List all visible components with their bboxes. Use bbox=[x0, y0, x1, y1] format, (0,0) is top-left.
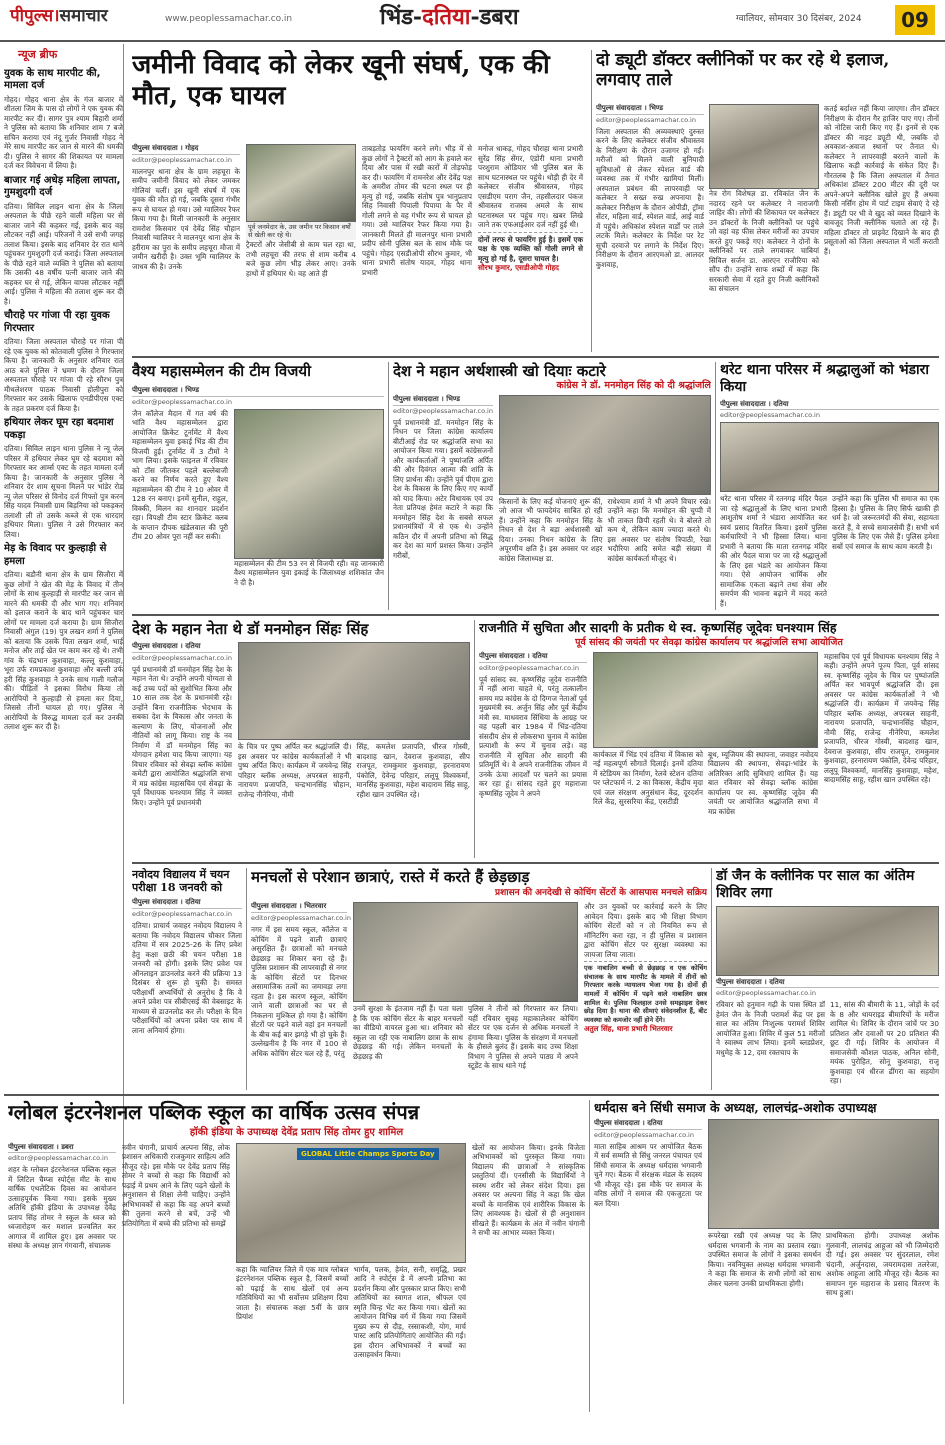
page-title bbox=[380, 4, 519, 32]
story-body: मनोज धाकड़, गोहद चौराहा थाना प्रभारी सुरेंद्र सिंह सेंगर, एंडोरी थाना प्रभारी परशुराम ओडियार भी पुलिस बल के साथ घटनास्थल पर पहुंचे। थोड़ी ही देर में कलेक्टर संजीव श्रीवास्तव, गोहद एसडीएम पराग जैन, तहसीलदार पंकज श्रीवास्तव राजस्व अमले के साथ घटनास्थल पर पहुंच गए। खबर लिखे जाने तक एफआईआर दर्ज नहीं हुई थी। bbox=[478, 144, 583, 229]
story-body: कतई बर्दाश्त नहीं किया जाएगा। तीन डॉक्टर निरीक्षण के दौरान गैर हाजिर पाए गए। तीनों को नोटिस जारी किए गए हैं। इनमें से एक डॉक्टर की नाइट ड्यूटी थी, जबकि दो अवकाश-अवाज स्थानों पर तैनात थे। कलेक्टर ने लापरवाही बरतने वालों के खिलाफ कड़ी कार्रवाई के संकेत दिए हैं। गौरतलब है कि जिला अस्पताल में तैनात अधिकांश डॉक्टर 200 मीटर की दूरी पर अपने-अपने क्लीनिक खोले हुए हैं अथवा किसी नर्सिंग होम में पार्ट टाइम सेवाएं दे रहे हैं। ड्यूटी पर भी वे खुद को व्यस्त दिखाने के बावजूद निजी क्लीनिक चलाते आ रहे हैं। महिला डॉक्टर तो प्राइवेट दिखाने के बाद ही प्रसूताओं को जिला अस्पताल में भर्ती कराती हैं। bbox=[824, 104, 939, 256]
page-title-dabra: -डबरा bbox=[470, 4, 519, 30]
story-sindhi-samaj bbox=[594, 1100, 939, 1412]
story-subheadline: कांग्रेस ने डॉ. मनमोहन सिंह को दी श्रद्धांजलि bbox=[556, 380, 711, 391]
story-headline: देश ने महान अर्थशास्त्री खो दियाः कटारे bbox=[393, 362, 606, 380]
story-photo bbox=[720, 422, 939, 492]
story-body: भार्गव, पलक, हेमंत, सनी, समृद्धि, प्रखर आदि ने स्पोर्ट्स डे में अपनी प्रतिभा का प्रदर्शन किया और पुरस्कार प्राप्त किए। सभी अतिथियों का स्वागत शाल, श्रीफल एवं स्मृति चिन्ह भेंट कर किया गया। खेलों का आयोजन विभिन्न वर्ग में किया गया जिसमें मुख्य रूप से दौड़, रस्साकशी, योग, मार्च पास्ट आदि प्रतियोगिताएं आयोजित की गईं। इस दौरान अभिभावकों ने बच्चों का उत्साहवर्धन किया। bbox=[353, 1264, 466, 1359]
quote-author: अतुल सिंह, थाना प्रभारी भितरवार bbox=[584, 1024, 673, 1034]
story-body: रविवार को हनुमान गढ़ी के पास स्थित डॉ हेमंत जैन के निजी परामर्श केंद्र पर इस साल का अंतिम निःशुल्क परामर्श शिविर आयोजित हुआ। शिविर में कुल 51 मरीजों ने स्वास्थ्य लाभ लिया। इनमें ब्लडप्रेशर, मधुमेह के 12, दमा रक्तचाप के bbox=[716, 1000, 825, 1057]
story-navodaya-exam bbox=[132, 868, 242, 1090]
story-body: जिला अस्पताल की अव्यवस्थाएं दुरुस्त करने के लिए कलेक्टर संजीव श्रीवास्तव के निरीक्षण के दौरान उजागर हो गईं। मरीजों को मिलने वाली बुनियादी सुविधाओं से लेकर स्पेशल वार्ड की व्यवस्था तक में गंभीर खामियां मिलीं। अस्पताल प्रबंधन की लापरवाही पर कलेक्टर ने सख्त रुख अपनाया है। कलेक्टर निरीक्षण के दौरान ओपीडी, ट्रॉमा सेंटर, महिला वार्ड, स्पेशल वार्ड, आई वार्ड में पहुंचे। अधिकांश स्पेशल वार्डों पर ताले लटके मिले। कलेक्टर के निर्देश पर रेट सूची दरवाजे पर लगाने के निर्देश दिए। निरीक्षण के दौरान आरएमओ डा. आलदर कुशवाह, bbox=[596, 126, 704, 269]
byline: पीपुल्स संवाददाता । भिण्ड bbox=[132, 386, 384, 397]
story-subheadline: प्रशासन की अनदेखी से कोचिंग सेंटरों के आसपास मनचले सक्रिय bbox=[495, 888, 707, 898]
byline: पीपुल्स संवाददाता । भितरवार bbox=[251, 902, 347, 913]
quote-author: सौरभ कुमार, एसडीओपी गोहद bbox=[478, 263, 559, 272]
brief-body: दतिया। सिविल लाइन थाना पुलिस ने न्यू जेल परिसर में हथियार लेकर घूम रहे बदमाश को गिरफ्तार कर आर्म्स एक्ट के तहत मामला दर्ज किया है। जानकारी के अनुसार पुलिस ने शनिवार देर शाम सूचना मिलने पर भांडेर रोड न्यू जेल परिसर से विनोद दर्ज गिफ्तो पुत्र करन सिंह यादव निवासी ग्राम बिड़निया को पकड़कर तलाशी ली तो उसके कब्जे से एक धारदार हथियार मिला। पुलिस ने उसे गिरफ्तार कर लिया। bbox=[4, 444, 123, 539]
brief-item bbox=[4, 175, 123, 307]
story-body: उन्होंने कहा कि पुलिस भी समाज का एक हिस्सा है। पुलिस के लिए सिर्फ खाकी ही धर्म है। जो जरूरतमंदों की सेवा, सहायता करते हैं, वे सच्चे समाजसेवी हैं। सभी धर्म पुलिस के लिए एक जैसे हैं। पुलिस हमेशा सबों एवं समाज के साथ काम करती है। bbox=[832, 494, 939, 551]
quote-text: दोनों तरफ से फायरिंग हुई है। इसमें एक पक्ष के एक व्यक्ति को गोली लगने से मृत्यु हो गई है, दूसरा घायल है। bbox=[478, 234, 583, 263]
brand-logo bbox=[10, 6, 108, 27]
brief-body: दतिया। सिविल लाइन थाना क्षेत्र के जिला अस्पताल के पीछे रहने वाली महिला घर से बाजार जाने की कहकर गई, इसके बाद वह लौटकर नहीं आई। परिजनों ने उसे सभी जगह तलाश किया। इसके बाद शनिवार देर रात थाने पहुंचकर गुमशुदगी दर्ज कराई। जिला अस्पताल के पीछे रहने वाले व्यक्ति ने पुलिस को बताया कि उसकी 48 वर्षीय पत्नी बाजार जाने की कहकर घर से गई, लेकिन वापस लौटकर नहीं आई। पुलिस ने महिला की तलाश शुरू कर दी है। bbox=[4, 201, 123, 306]
byline: पीपुल्स संवाददाता । दतिया bbox=[479, 652, 587, 663]
story-headline: वैश्य महासम्मेलन की टीम विजयी bbox=[132, 362, 311, 380]
story-body: राधेश्याम शर्मा ने भी अपने विचार रखे। उन्होंने कहा कि मनमोहन की चुप्पी में भी ताकत छिपी रहती थे। वे बोलते तो कम थे, लेकिन काम ज्यादा करते थे। इस अवसर पर संतोष त्रिपाठी, रेखा भदौरिया आदि समेत बड़ी संख्या में कांग्रेस कार्यकर्ता मौजूद थे। bbox=[607, 496, 711, 563]
story-subheadline: पूर्व सांसद की जयंती पर सेवढ़ा कांग्रेस कार्यालय पर श्रद्धांजलि सभा आयोजित bbox=[575, 637, 843, 648]
photo-caption: पूर्व जनमेदार के, उस जमीन पर किसान वर्षों से खेती कर रहे थे। bbox=[246, 222, 356, 240]
email-link[interactable]: editor@peoplessamachar.co.in bbox=[594, 1130, 694, 1139]
story-body: सिंह, कमलेश प्रजापति, धीरज गोस्वी, बादशाह खान, देवराज कुशवाहा, सीप राजपूत, रामकुमार कुशवाहा, हरनारायण पंकोलि, देवेन्द्र परिहार, ललूपू विश्वकर्मा, मानसिंह कुशवाहा, महेश बादाराम सिंह साहू, रहीश खान उपस्थित रहे। bbox=[356, 742, 470, 799]
story-body: शहर के ग्लोबल इंटरनेशनल पब्लिक स्कूल में लिटिल चैम्प्स स्पोर्ट्स मीट के साथ वार्षिक एथलेटिक दिवस का आयोजन उत्साहपूर्वक किया गया। इसके मुख्य अतिथि हॉकी इंडिया के उपाध्यक्ष देवेंद्र प्रताप सिंह तोमर ने स्कूल के ध्वज को ध्वजारोहण कर मशाल प्रज्वलित कर आगाज में शामिल हुए। इस अवसर पर संस्था के अध्यक्ष ज्ञान गंगवानी, संचालक bbox=[8, 1165, 116, 1251]
story-photo bbox=[709, 104, 819, 189]
byline: पीपुल्स संवाददाता । दतिया bbox=[720, 400, 939, 411]
story-body: थरेट थाना परिसर में रतनगढ़ मंदिर पैदल जा रहे श्रद्धालुओं के लिए थाना प्रभारी आशुतोष शर्मा ने भंडारा आयोजित कर स्वयं प्रसाद वितरित किया। इसमें पुलिस कर्मचारियों ने भी हिस्सा लिया। थाना प्रभारी ने बताया कि माता रतनगढ़ मंदिर की ओर पैदल यात्रा पर जा रहे श्रद्धालुओं के लिए इस भंडारे का आयोजन किया गया। ऐसे आयोजन धार्मिक और सामाजिक एकता बढ़ाने तथा सेवा और समर्पण की भावना बढ़ाने में मदद करते हैं। bbox=[720, 494, 827, 608]
story-photo bbox=[716, 906, 939, 976]
story-subheadline: हॉकी इंडिया के उपाध्यक्ष देवेंद्र प्रताप सिंह तोमर हुए शामिल bbox=[189, 1127, 404, 1138]
story-headline: थरेट थाना परिसर में श्रद्धालुओं को भंडारा किया bbox=[720, 362, 930, 395]
page-title-datia: दतिया bbox=[422, 4, 471, 30]
story-global-school-event bbox=[8, 1100, 585, 1412]
story-vaishya-team bbox=[132, 362, 384, 610]
story-photo bbox=[499, 395, 711, 495]
story-body: जैन कॉलेज मैदान में गत वर्ष की भांति वैश्य महासम्मेलन द्वारा आयोजित क्रिकेट टूर्नामेंट में वैश्य महासम्मेलन युवा इकाई भिंड की टीम विजयी हुई। टूर्नामेंट में 3 टीमों ने भाग लिया। इसके फाइनल में रविवार को टॉस जीतकर पहले बल्लेबाजी करने का निर्णय करते हुए वैश्य महासम्मेलन की टीम ने 10 ओवर में 128 रन बनाए। इनमें सुनील, राहुल, विक्की, मिलन का शानदार प्रदर्शन रहा। विपक्षी टीम स्टार क्रिकेट क्लब के कप्तान दीपक खंडेलवाल की पूरी टीम 20 ओवर पूरा नहीं कर सकी। bbox=[132, 408, 228, 542]
brief-body: दतिया। बडौनी थाना क्षेत्र के ग्राम सिजौरा में कुछ लोगों ने खेत की मेड़ के विवाद में तीन लोगों के साथ कुल्हाड़ी से मारपीट कर जान से मारने की धमकी दी और भाग गए। शनिवार को इलाज कराने के बाद थाने पहुंचकर चार लोगों पर मामला दर्ज कराया है। ग्राम सिजौरा निवासी अंगुल (19) पुत्र लखन शर्मा ने पुलिस को बताया कि उसके पिता लखन शर्मा, भाई मनोज और ताई खेत पर काम कर रहे थे। तभी गांव के चंद्रभान कुशवाहा, कल्लू कुशवाहा, भूरा उर्फ रामप्रकाश कुशवाहा और बल्ली उर्फ हरी सिंह कुशवाहा ने उनके साथ गाली गलौज की। पीड़ितों ने इसका विरोध किया तो आरोपियों ने कुल्हाड़ी से हमला कर दिया, जिससे तीनों घायल हो गए। पुलिस ने आरोपियों के विरुद्ध मामला दर्ज कर उनकी तलाश शुरू कर दी है। bbox=[4, 570, 123, 732]
story-headline: नवोदय विद्यालय में चयन परीक्षा 18 जनवरी को bbox=[132, 868, 230, 895]
email-link[interactable]: editor@peoplessamachar.co.in bbox=[132, 910, 232, 919]
story-dr-jain-camp bbox=[716, 868, 939, 1090]
page-number: 09 bbox=[895, 5, 935, 35]
story-headline: मनचलों से परेशान छात्राएं, रास्ते में करते हैं छेड़छाड़ bbox=[251, 868, 530, 886]
story-headline: देश के महान नेता थे डॉ मनमोहन सिंहः सिंह bbox=[132, 620, 369, 638]
story-body: ट्रैक्टरों और जेसीबी से काम चल रहा था, तभी लहचूरा की तरफ से शाम करीब 4 बजे कुछ लोग भीड़ लेकर आए। उनके हाथों में हथियार थे। वह आते ही bbox=[246, 240, 356, 278]
story-headline: राजनीति में सुचिता और सादगी के प्रतीक थे स्व. कृष्णसिंह जूदेवः घनश्याम सिंह bbox=[479, 620, 837, 635]
brief-item bbox=[4, 68, 123, 171]
story-body: महासम्मेलन की टीम 53 रन से विजयी रही। वह जानकारी वैश्य महासम्मेलन युवा इकाई के जिलाध्यक्ष शशिकांत जैन ने दी है। bbox=[234, 558, 384, 587]
brief-body: गोहद। गोहद थाना क्षेत्र के गंज बाजार में शीतला जिम के पास दो लोगों ने एक युवक की मारपीट कर दी। सागर पुत्र श्याम बिहारी शर्मा ने पुलिस को बताया कि शनिवार शाम 7 बजे सचिन कराया एवं नंदू गुर्जर निवासी गोहद ने मेरे साथ मारपीट कर जान से मारने की धमकी दी। पुलिस ने सागर की शिकायत पर मामला दर्ज कर विवेचना में लिया है। bbox=[4, 94, 123, 171]
story-body: और उन युवकों पर कार्रवाई करने के लिए आवेदन दिया। इसके बाद भी शिक्षा विभाग कोचिंग सेंटरों को न तो नियमित रूप से मॉनिटरिंग करा रहा, न ही पुलिस व प्रशासन द्वारा कोचिंग सेंटर पर सुरक्षा व्यवस्था का जायजा लिया जाता। bbox=[584, 902, 707, 959]
story-body: प्राथमिकता होगी। उपाध्यक्ष अशोक गुलवानी, लालचंद्र आहूजा को भी जिम्मेदारी दी गई। इस अवसर पर सुंदरलाल, रमेश चंदानी, अर्जुनदास, जयरामदास तलरेजा, अशोक आहूजा आदि मौजूद रहे। बैठक का समापन गुरु महाराज के प्रसाद वितरण के साथ हुआ। bbox=[826, 1231, 939, 1297]
story-body: पुलिस ने तीनों को गिरफ्तार कर लिया। यहीं रविवार सुबह महाकालेश्वर कोचिंग सेंटर पर एक दर्जन से अधिक मनचलों ने हंगामा किया। पुलिस के संरक्षण में मनचलों के हौसले बुलंद हैं। इसके बाद उच्च शिक्षा विभाग ने पुलिस से अपने पाठ्य में अपने स्टूडेंट के साथ थाने गई bbox=[468, 1004, 578, 1071]
story-manmohan-great-leader bbox=[132, 620, 470, 858]
story-doctor-clinics bbox=[596, 50, 939, 352]
story-body: बूथ, म्यूजियम की स्थापना, जवाहर नवोदय विद्यालय की स्थापना, सेवढ़ा-भांडेर के अतिरिक्त आदि सुविधाएं शामिल हैं। यह बात रविवार को सेवढ़ा ब्लॉक कांग्रेस कार्यालय पर स्व. कृष्णसिंह जूदेव की जयंती पर आयोजित श्रद्धांजलि सभा में मप्र कांग्रेस bbox=[708, 749, 818, 816]
news-brief-header: न्यूज ब्रीफ bbox=[18, 48, 58, 61]
story-photo bbox=[353, 902, 578, 1002]
email-link[interactable]: editor@peoplessamachar.co.in bbox=[132, 397, 232, 406]
story-body: नवीन चंगानी, प्राचार्य अल्पना सिंह, लोक प्रशासन अधिकारी राजकुमार साहित्य अति मौजूद रहे। इस मौके पर देवेंद्र प्रताप सिंह तोमर ने बच्चों से कहा कि विद्यार्थी को पढ़ाई में प्रथम आने के लिए पढ़ने खेलों के अनुशासन से शिक्षा लेनी चाहिए। उन्होंने अभिभावकों से कहा कि वह अपने बच्चों की तुलना करने से बचें, उन्हें भी प्रतियोगिता में बच्चे की प्रतिभा को समझें bbox=[122, 1142, 230, 1228]
byline: पीपुल्स संवाददाता । डबरा bbox=[8, 1143, 116, 1154]
story-body: खेलों का आयोजन किया। इनके विजेता अभिभावकों को पुरस्कृत किया गया। विद्यालय की छात्राओं ने सांस्कृतिक प्रस्तुतियां दीं। एनसीसी के विद्यार्थियों ने स्वस्थ शरीर को लेकर संदेश दिया। इस अवसर पर अल्पना सिंह ने कहा कि खेल बच्चों के मानसिक एवं शारीरिक विकास के लिए आवश्यक है। खेलों से ही अनुशासन सीखते हैं। कार्यक्रम के अंत में नवीन चंगानी ने सभी का आभार व्यक्त किया। bbox=[472, 1142, 585, 1237]
byline: पीपुल्स संवाददाता । दतिया bbox=[716, 978, 939, 989]
email-link[interactable]: editor@peoplessamachar.co.in bbox=[393, 406, 493, 415]
story-photo bbox=[593, 652, 818, 748]
brief-title: युवक के साथ मारपीट की, मामला दर्ज bbox=[4, 67, 101, 92]
email-link[interactable]: editor@peoplessamachar.co.in bbox=[720, 411, 820, 420]
story-body: रूपरेखा रखी एवं अध्यक्ष पद के लिए धर्मदास भगवानी के नाम का प्रस्ताव रखा। उपस्थित समाज के लोगों ने इसका समर्थन किया। नवनियुक्त अध्यक्ष धर्मदास भगवानी ने कहा कि समाज के सभी लोगों को साथ लेकर चलना उनकी प्राथमिकता होगी। bbox=[708, 1231, 821, 1288]
brief-title: मेड़ के विवाद पर कुल्हाड़ी से हमला bbox=[4, 543, 107, 567]
byline: पीपुल्स संवाददाता । गोहद bbox=[132, 144, 240, 155]
story-body: दतिया। प्राचार्य जवाहर नवोदय विद्यालय ने बताया कि नवोदय विद्यालय चौकार जिला दतिया में सत्र 2025-26 के लिए प्रवेश हेतु कक्षा छठी की चयन परीक्षा 18 जनवरी को होगी। इसके लिए प्रवेश पत्र ऑनलाइन डाउनलोड करने की प्रक्रिया 13 दिसंबर से शुरू हो चुकी है। समस्त परीक्षार्थी अभ्यर्थियों से अनुरोध है कि वे अपने प्रवेश पत्र सीबीएसई की वेबसाइट के माध्यम से डाउनलोड कर लें। परीक्षा के दिन परीक्षार्थियों को अपना प्रवेश पत्र साथ में लाना अनिवार्य होगा। bbox=[132, 921, 242, 1035]
sports-day-banner: GLOBAL Little Champs Sports Day bbox=[297, 1148, 439, 1161]
email-link[interactable]: editor@peoplessamachar.co.in bbox=[479, 663, 579, 672]
story-photo bbox=[708, 1119, 939, 1229]
story-body: किसानों के लिए कई योजनाएं शुरू कीं, जो आज भी फायदेमंद साबित हो रही हैं। उन्होंने कहा कि मनमोहन सिंह के निधन से देश ने बड़ा अर्थशास्त्री खो दिया। उनका निधन कांग्रेस के लिए अपूरणीय क्षति है। इस अवसर पर शहर कांग्रेस जिलाध्यक्ष डा. bbox=[499, 496, 603, 563]
email-link[interactable]: editor@peoplessamachar.co.in bbox=[251, 914, 351, 922]
site-url[interactable]: www.peoplessamachar.co.in bbox=[165, 14, 293, 24]
story-body: कार्यकाल में भिंड एवं दतिया में विकास को नई महत्वपूर्ण सौगातें दिलाई। इनमें दतिया में स्टेडियम का निर्माण, रेलवे स्टेशन दतिया पर प्लेटफार्म नं. 2 का विकास, केंद्रीय मृदा एवं जल संरक्षण अनुसंधान केंद्र, दूरदर्शन रिले केंद्र, सुरसरिया केंद्र, एसटीडी bbox=[593, 749, 703, 807]
story-photo bbox=[246, 144, 356, 222]
byline: पीपुल्स संवाददाता । दतिया bbox=[594, 1119, 702, 1130]
story-thret-bhandara bbox=[720, 362, 939, 610]
story-headline: जमीनी विवाद को लेकर खूनी संघर्ष, एक की मौत, एक घायल bbox=[132, 50, 550, 112]
story-body: पूर्व प्रधानमंत्री डॉ मनमोहन सिंह देश के महान नेता थे। उन्होंने अपनी योग्यता से कई उच्च पदों को सुशोभित किया और 10 साल तक देश के प्रधानमंत्री रहे। उन्होंने बिना राजनीतिक भेदभाव के सबका देश के विकास और जनता के कल्याण के लिए, योजनाओं और नीतियों को लागू किया। राष्ट्र के नव निर्माण में डॉ मनमोहन सिंह का योगदान हमेशा याद किया जाएगा। यह विचार रविवार को सेवढ़ा ब्लॉक कांग्रेस कमेटी द्वारा आयोजित श्रद्धांजलि सभा में मप्र कांग्रेस महासचिव एवं सेवढ़ा के पूर्व विधायक घनश्याम सिंह ने व्यक्त किए। उन्होंने पूर्व प्रधानमंत्री bbox=[132, 664, 232, 807]
story-body: नेत्र रोग विशेषज्ञ डा. रविकांत जैन के नदारद रहने पर कलेक्टर ने नाराजगी जाहिर की। लोगों की शिकायत पर कलेक्टर उन डॉक्टरों के निजी क्लीनिकों पर पहुंचे जो वहां वह फीस लेकर मरीजों का उपचार करते हुए पकड़े गए। कलेक्टर ने दोनों के क्लीनिकों पर ताले लगवाकर चाबियां सिविल सर्जन डा. आरएन राजौरिया को सौंप दी। उन्होंने साफ शब्दों में कहा कि सरकारी सेवा में रहते हुए निजी क्लीनिकों का संचालन bbox=[709, 189, 819, 293]
story-eve-teasing bbox=[251, 868, 707, 1090]
story-headline: डॉ जैन के क्लीनिक पर साल का अंतिम शिविर लगा bbox=[716, 868, 915, 901]
brief-item bbox=[4, 310, 123, 413]
story-body: कहा कि ग्वालियर जिले में एक मात्र ग्लोबल इंटरनेशनल पब्लिक स्कूल है, जिसमें बच्चों को पढ़ाई के साथ खेलों एवं अन्य गतिविधियों का भी सर्वोत्तम प्रशिक्षण दिया जाता है। संचालक कक्षा 5वीं के छात्र प्रियांश bbox=[236, 1264, 349, 1321]
story-economist-tribute bbox=[393, 362, 711, 610]
story-photo bbox=[236, 1143, 466, 1263]
story-body: उनमें सुरक्षा के इंतजाम नहीं हैं। पता चला है कि एक कोचिंग सेंटर के बाहर मनचलों का वीडियो वायरल हुआ था। शनिवार को स्कूल जा रही एक नाबालिग छात्रा के साथ छेड़छाड़ की गई। लेकिन मनचलों के छेड़छाड़ की bbox=[353, 1004, 463, 1061]
byline: पीपुल्स संवाददाता । दतिया bbox=[132, 642, 232, 653]
email-link[interactable]: editor@peoplessamachar.co.in bbox=[716, 989, 816, 998]
story-body: के चित्र पर पुष्प अर्पित कर श्रद्धांजलि दी। इस अवसर पर कांग्रेस कार्यकर्ताओं ने भी पुष्प अर्पित किए। कार्यक्रम में जयवेन्द्र सिंह परिहार ब्लॉक अध्यक्ष, अपरबल साहनी, नारायण प्रजापति, चन्द्रभानसिंह चौहान, राजेन्द्र नीनेरिया, नौमी bbox=[238, 742, 352, 799]
story-photo bbox=[238, 642, 470, 740]
brief-body: दतिया। जिला अस्पताल चौराहे पर गांजा पी रहे एक युवक को कोतवाली पुलिस ने गिरफ्तार किया है। जानकारी के अनुसार शनिवार रात आठ बजे पुलिस ने भ्रमण के दौरान जिला अस्पताल चौराहे पर गांजा पी रहे सौरभ पुत्र मीथलेशरण पाठक निवासी होलीपुरा को गिरफ्तार कर उसके खिलाफ एनडीपीएस एक्ट के तहत प्रकरण दर्ज किया है। bbox=[4, 337, 123, 413]
story-body: ताबड़तोड़ फायरिंग करने लगे। भीड़ में से कुछ लोगों ने ट्रैक्टरों को आग के हवाले कर दिया और पास में रखी कारों में तोड़फोड़ कर दी। फायरिंग में रामनरेश और देवेंद्र पक्ष के अमरीश तोमर की घटना स्थल पर ही मृत्यु हो गई, जबकि संतोष पुत्र भानुप्रताप सिंह निवासी पिपाली पिपाया के पैर में गोली लगने से वह गंभीर रूप से घायल हो गया। उसे ग्वालियर रैफर किया गया है। जानकारी मिलते ही मालनपुर थाना प्रभारी प्रदीप सोनी पुलिस बल के साथ मौके पर पहुंचे। गोहद एसडीओपी सौरभ कुमार, भी थाना प्रभारी संतोष यादव, गोहद थाना प्रभारी bbox=[362, 144, 472, 277]
brief-item bbox=[4, 543, 123, 732]
story-headline: ग्लोबल इंटरनेशनल पब्लिक स्कूल का वार्षिक उत्सव संपन्न bbox=[8, 1100, 420, 1124]
story-body: पूर्व प्रधानमंत्री डॉ. मनमोहन सिंह के निधन पर जिला कांग्रेस कार्यालय बीटीआई रोड पर श्रद्धांजलि सभा का आयोजन किया गया। इसमें कांग्रेसजनों और कार्यकर्ताओं ने पुष्पांजलि अर्पित की और दिवंगत आत्मा की शांति के लिए प्रार्थना की। उन्होंने पूर्व पीएम द्वारा देश के विकास के लिए किए गए कार्यों को याद किया। अटेर विधायक एवं उप नेता प्रतिपक्ष हेमंत कटारे ने कहा कि मनमोहन सिंह देश के सबसे सफल प्रधानमंत्रियों में से एक थे। उन्होंने कठिन दौर में अपनी प्रतिभा को सिद्ध कर देश का मार्ग प्रशस्त किया। उन्होंने गरीबों, bbox=[393, 417, 493, 560]
email-link[interactable]: editor@peoplessamachar.co.in bbox=[8, 1154, 108, 1163]
byline: पीपुल्स संवाददाता । दतिया bbox=[132, 898, 242, 909]
story-body: पूर्व सांसद स्व. कृष्णसिंह जूदेव राजनीति में नहीं आना चाहते थे, परंतु तत्कालीन समय मप्र कांग्रेस के दो दिग्गज नेताओं पूर्व मुख्यमंत्री स्व. अर्जुन सिंह और पूर्व केंद्रीय मंत्री स्व. माधवराव सिंधिया के आग्रह पर वह पहली बार 1984 में भिंड-दतिया संसदीय क्षेत्र से लोकसभा चुनाव में कांग्रेस प्रत्याशी के रूप में चुनाव लड़े। वह राजनीति में सुचिता और सादगी की प्रतिमूर्ति थे। वे अपने राजनीतिक जीवन में उनके ऊंचा आदर्शों पर चलने का प्रयास कर रहा हूं। सांसद रहते हुए महाराजा कृष्णसिंह जूदेव ने अपने bbox=[479, 674, 587, 798]
story-headline: धर्मदास बने सिंधी समाज के अध्यक्ष, लालचंद्र-अशोक उपाध्यक्ष bbox=[594, 1100, 877, 1115]
brief-item bbox=[4, 417, 123, 539]
email-link[interactable]: editor@peoplessamachar.co.in bbox=[132, 653, 232, 662]
date-line: ग्वालियर, सोमवार 30 दिसंबर, 2024 bbox=[736, 14, 862, 24]
quote-text: एक नाबालिग बच्ची से छेड़छाड़ व एक कोचिंग संचालक के साथ मारपीट के मामले में तीनों को गिरफ्तार करके न्यायालय भेजा गया है। दोनों ही मामलों में कोचिंग में पढ़ने वाले नाबालिग छात्र शामिल थे। पुलिस फिलहाल उनसे समझाइश देकर छोड़ दिया है। थाना की सीमाएं संवेदनशील हैं, बीट व्यवस्था को कमजोर नहीं होने देंगे। bbox=[584, 964, 707, 1024]
brief-title: हथियार लेकर घूम रहा बदमाश पकड़ा bbox=[4, 417, 114, 441]
story-photo bbox=[234, 409, 384, 559]
brand-name-part-a: पीपुल्स bbox=[10, 6, 54, 26]
brief-title: चौराहे पर गांजा पी रहा युवक गिरफ्तार bbox=[4, 310, 110, 334]
brand-name-part-b: समाचार bbox=[59, 6, 108, 26]
story-body: महासचिव एवं पूर्व विधायक घनश्याम सिंह ने कही। उन्होंने अपने पूज्य पिता, पूर्व सांसद स्व. कृष्णसिंह जूदेव के चित्र पर पुष्पांजलि अर्पित कर भावपूर्ण श्रद्धांजलि दी। इस अवसर पर कांग्रेस कार्यकर्ताओं ने भी श्रद्धांजलि दी। कार्यक्रम में जयवेन्द्र सिंह परिहार ब्लॉक अध्यक्ष, अपरबल साहनी, नारायण प्रजापति, चन्द्रभानसिंह चौहान, नौमी सिंह, राजेन्द्र नीनेरिया, कमलेश प्रजापति, धीरज गोस्वी, बादशाह खान, देवराज कुशवाहा, सीप राजपूत, रामकुमार कुशवाहा, हरनारायण पंकोलि, देवेन्द्र परिहार, ललूपू विश्वकर्मा, मानसिंह कुशवाहा, महेश, बादामसिंह साहू, रहीश खान उपस्थित रहे। bbox=[824, 651, 939, 785]
byline: पीपुल्स संवाददाता । भिण्ड bbox=[596, 104, 704, 115]
masthead bbox=[0, 0, 945, 42]
byline: पीपुल्स संवाददाता । भिण्ड bbox=[393, 395, 493, 406]
story-headline: दो ड्यूटी डॉक्टर क्लीनिकों पर कर रहे थे इलाज, लगवाए ताले bbox=[596, 50, 890, 91]
story-land-dispute bbox=[132, 50, 587, 352]
email-link[interactable]: editor@peoplessamachar.co.in bbox=[132, 155, 232, 164]
email-link[interactable]: editor@peoplessamachar.co.in bbox=[596, 115, 696, 124]
story-krishnasingh-judev bbox=[479, 620, 939, 858]
story-body: माता साहिब आश्रम पर आयोजित बैठक में सर्व सम्मति से सिंधु जनरल पंचायत एवं सिंधी समाज के अध्यक्ष धर्मदास भगवानी चुने गए। बैठक में संरक्षक मंडल के सदस्य भी मौजूद रहे। इस मौके पर समाज के वरिष्ठ लोगों ने समाज की एकजुटता पर बल दिया। bbox=[594, 1141, 702, 1208]
brief-title: बाजार गई अधेड़ महिला लापता, गुमशुदगी दर्ज bbox=[4, 174, 121, 199]
story-body: मालनपुर थाना क्षेत्र के ग्राम लहचूरा के समीप जमीनी विवाद को लेकर जमकर गोलियां चलीं। इस खूनी संघर्ष में एक युवक की मौत हो गई, जबकि दूसरा गंभीर रूप से घायल हो गया। उसे ग्वालियर रैफर किया गया है। मिली जानकारी के अनुसार रामरोश किसवार एवं देवेंद्र सिंह चौहान निवासी ग्वालियर ने मालनपुर थाना क्षेत्र के हरीराम का पुरा के समीप लहचूरा मौजा में जमीन खरीदी है। उक्त भूमि ग्वालियर के जाधव की है। उनके bbox=[132, 166, 240, 271]
brand-separator: । bbox=[53, 6, 60, 26]
page-title-bhind: भिंड- bbox=[380, 4, 423, 30]
story-body: नगर में इस समय स्कूल, कॉलेज व कोचिंग में पढ़ने वाली छात्राएं असुरक्षित हैं। छात्राओं को मनचले छेड़छाड़ का शिकार बना रहे हैं। पुलिस प्रशासन की लापरवाही से नगर के कोचिंग सेंटरों पर दिनभर असामाजिक तत्वों का जमावड़ा लगा रहता है। इस कारण स्कूल, कोचिंग जाने वाली छात्राओं का घर से निकलना मुश्किल हो गया है। कोचिंग सेंटरों पर पढ़ने वाले वहां इन मनचलों के बीच कई बार झगड़े भी हो चुके हैं। उल्लेखनीय है कि नगर में 100 से अधिक कोचिंग सेंटर चल रहे हैं, परंतु bbox=[251, 925, 347, 1058]
story-body: 11, सांस की बीमारी के 11, जोड़ों के दर्द के 8 और थायराइड बीमारियों के मरीज शामिल थे। शिविर के दौरान जांचें पर 30 प्रतिशत और दवाओं पर 20 प्रतिशत की छूट दी गई। शिविर के आयोजन में समाजसेवी कौशल पाठक, अनिल सोनी, मयंक पुरोहित, सोनू कुशवाहा, राजू कुशवाहा एवं धीरज ढींगरा का सहयोग रहा। bbox=[830, 1000, 939, 1086]
